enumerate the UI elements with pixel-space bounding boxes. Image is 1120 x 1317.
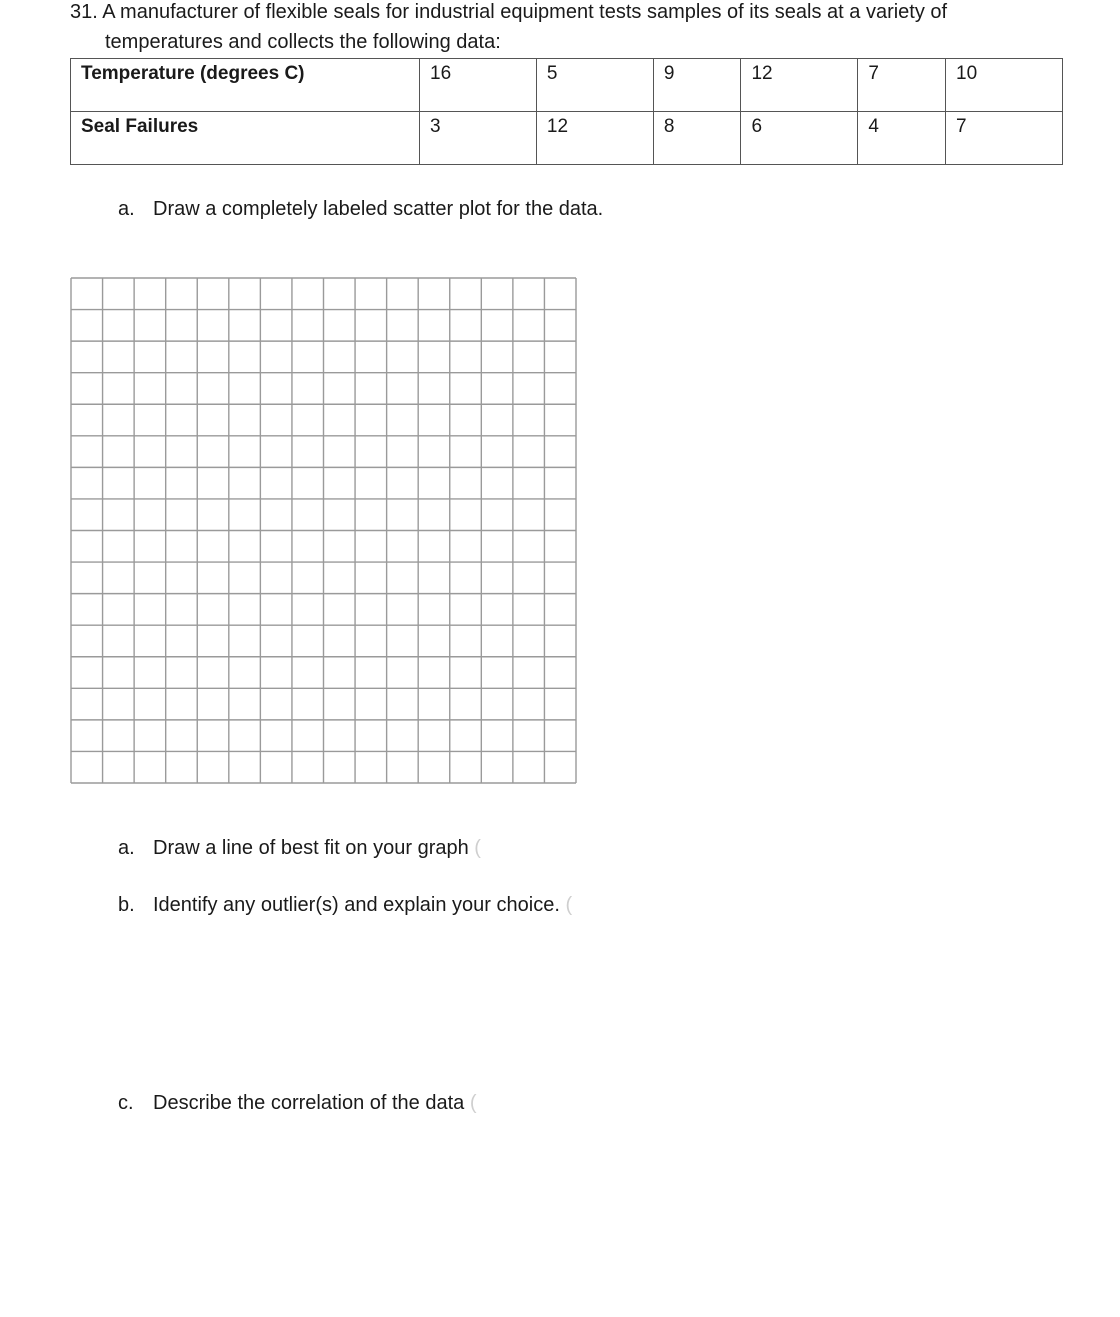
part-text: Describe the correlation of the data (153, 1092, 465, 1114)
table-cell: 12 (741, 59, 858, 112)
part-text: Draw a completely labeled scatter plot for the data. (153, 198, 604, 220)
table-cell: 7 (946, 112, 1063, 165)
table-cell: 12 (536, 112, 653, 165)
graph-paper-grid[interactable] (70, 277, 577, 784)
table-row-seal-failures (71, 112, 1063, 165)
table-cell: 16 (420, 59, 537, 112)
part-a-line-of-best-fit (118, 836, 481, 860)
points-paren: ( (474, 837, 481, 859)
part-b-outliers (118, 893, 572, 917)
part-marker: c. (118, 1092, 134, 1114)
part-marker: a. (118, 198, 135, 220)
part-c-correlation (118, 1091, 477, 1115)
table-cell: 7 (858, 59, 946, 112)
table-cell: 9 (653, 59, 741, 112)
part-marker: a. (118, 837, 135, 859)
points-paren: ( (469, 1092, 477, 1114)
part-text: Identify any outlier(s) and explain your choice. (153, 894, 560, 916)
part-marker: b. (118, 894, 135, 916)
table-cell: 6 (741, 112, 858, 165)
table-cell: 3 (420, 112, 537, 165)
question-text-line2: temperatures and collects the following data: (105, 31, 501, 53)
grid-lines (71, 278, 576, 783)
row-label-seal-failures: Seal Failures (71, 112, 420, 165)
part-a-scatter-plot (118, 197, 603, 221)
points-paren: ( (565, 894, 573, 916)
table-cell: 4 (858, 112, 946, 165)
question-text-line1: 31. A manufacturer of flexible seals for industrial equipment tests samples of its seals at a variety of (70, 1, 948, 23)
table-cell: 8 (653, 112, 741, 165)
data-table (70, 58, 1063, 165)
table-cell: 10 (946, 59, 1063, 112)
table-row-temperature (71, 59, 1063, 112)
table-cell: 5 (536, 59, 653, 112)
row-label-temperature: Temperature (degrees C) (71, 59, 420, 112)
part-text: Draw a line of best fit on your graph (153, 837, 469, 859)
